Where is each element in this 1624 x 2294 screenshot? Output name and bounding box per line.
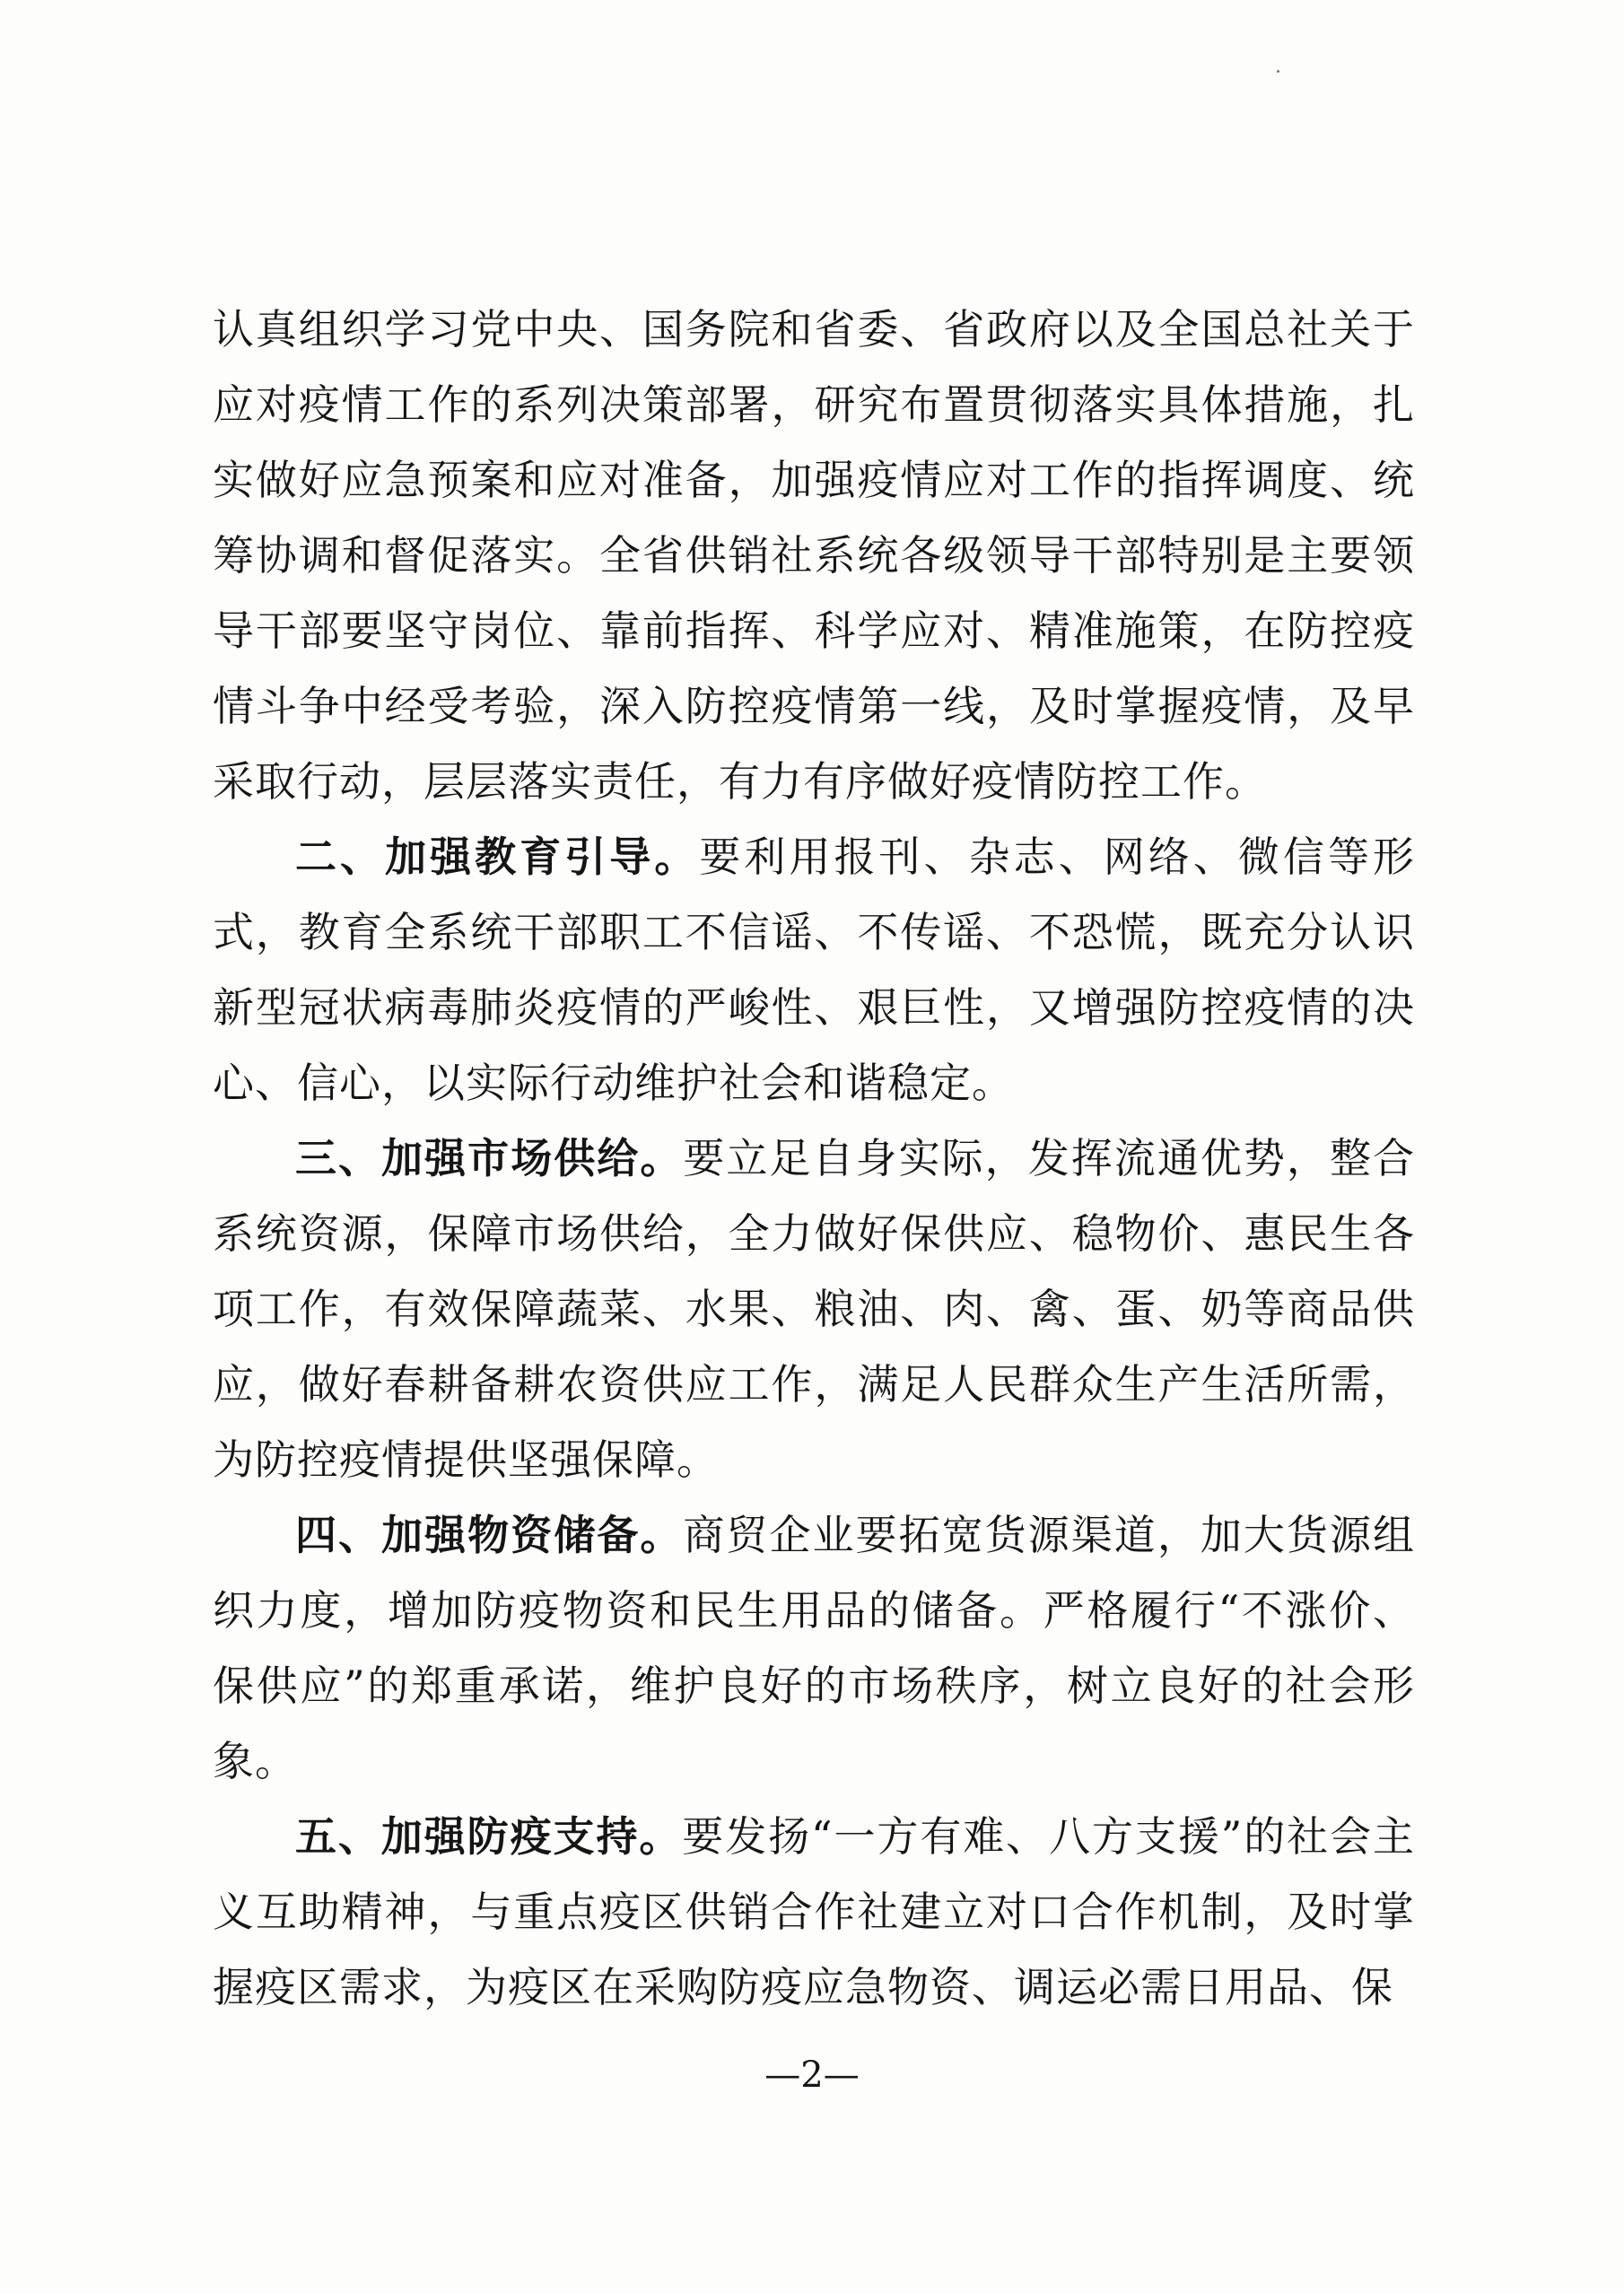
paragraph-text: 认真组织学习党中央、国务院和省委、省政府以及全国总社关于应对疫情工作的系列决策部署，研究布置贯彻落实具体措施，扎实做好应急预案和应对准备，加强疫情应对工作的指挥调度、统筹协调和督促落实。全省供销社系统各级领导干部特别是主要领导干部要坚守岗位、靠前指挥、科学应对、精准施策，在防控疫情斗争中经受考验，深入防控疫情第一线，及时掌握疫情，及早采取行动，层层落实责任，有力有序做好疫情防控工作。 <box>213 305 1415 806</box>
paragraph-text: 商贸企业要拓宽货源渠道，加大货源组织力度，增加防疫物资和民生用品的储备。严格履行“不涨价、保供应”的郑重承诺，维护良好的市场秩序，树立良好的社会形象。 <box>213 1511 1416 1785</box>
paragraph-education <box>213 819 1415 1121</box>
paragraph-heading: 五、加强防疫支持。 <box>295 1812 683 1861</box>
paragraph-continued <box>213 292 1415 819</box>
paragraph-material-reserve <box>213 1497 1415 1799</box>
paragraph-heading: 三、加强市场供给。 <box>295 1134 684 1182</box>
scan-speck <box>1277 70 1279 73</box>
paragraph-text: 要发扬“一方有难、八方支援”的社会主义互助精神，与重点疫区供销合作社建立对口合作机制，及时掌握疫区需求，为疫区在采购防疫应急物资、调运必需日用品、保 <box>213 1812 1415 2011</box>
paragraph-text: 要立足自身实际，发挥流通优势，整合系统资源，保障市场供给，全力做好保供应、稳物价、惠民生各项工作，有效保障蔬菜、水果、粮油、肉、禽、蛋、奶等商品供应，做好春耕备耕农资供应工作，满足人民群众生产生活所需，为防控疫情提供坚强保障。 <box>213 1134 1416 1484</box>
paragraph-heading: 四、加强物资储备。 <box>295 1511 684 1559</box>
paragraph-heading: 二、加强教育引导。 <box>295 833 700 881</box>
page-number: —2— <box>764 2054 860 2096</box>
paragraph-epidemic-support <box>213 1799 1415 2025</box>
paragraph-text: 要利用报刊、杂志、网络、微信等形式，教育全系统干部职工不信谣、不传谣、不恐慌，既充分认识新型冠状病毒肺炎疫情的严峻性、艰巨性，又增强防控疫情的决心、信心，以实际行动维护社会和谐稳定。 <box>213 833 1416 1107</box>
body-text <box>213 292 1415 2025</box>
paragraph-market-supply <box>213 1121 1415 1497</box>
